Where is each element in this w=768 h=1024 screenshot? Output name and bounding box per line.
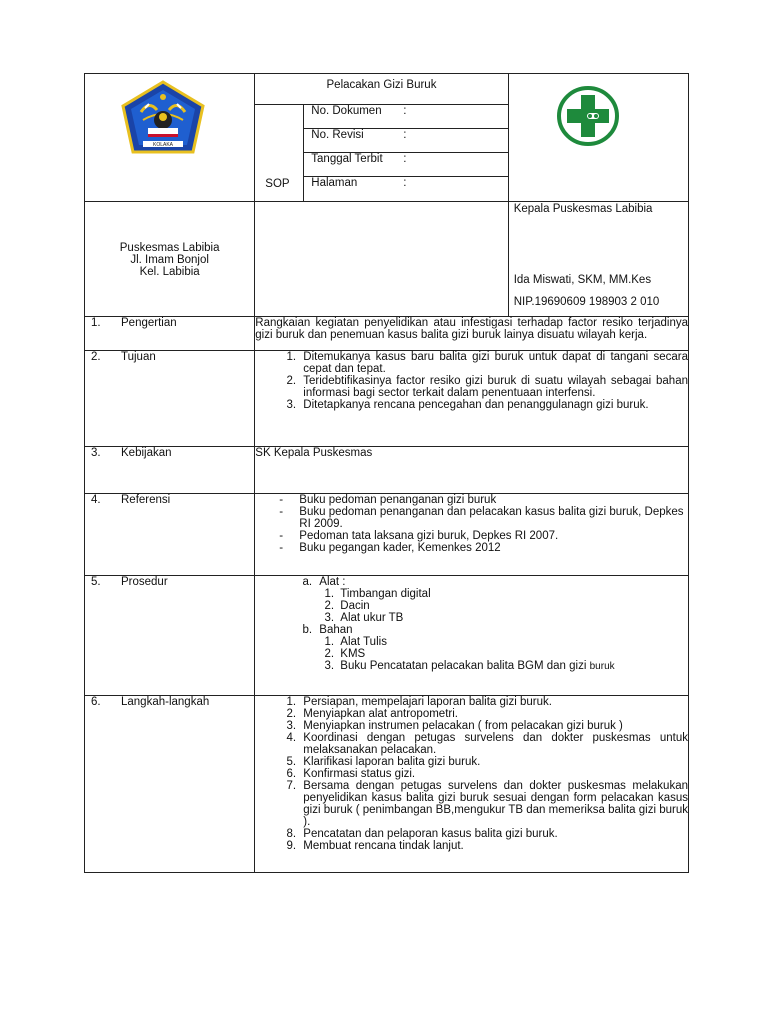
tujuan-list (255, 351, 688, 411)
list-item: b. Bahan 1. Alat Tulis 2. KMS 3. Buku Pencatatan pelacakan balita BGM dan gizi buruk (315, 624, 688, 673)
puskesmas-logo-cell (508, 74, 688, 202)
section-label-langkah: 6. Langkah-langkah (85, 696, 255, 873)
organization-cell (85, 202, 255, 317)
prosedur-list (255, 576, 688, 673)
kolaka-shield-icon (121, 80, 205, 154)
section-label-pengertian: 1. Pengertian (85, 317, 255, 351)
section-kebijakan (85, 447, 689, 494)
alat-list (319, 588, 688, 624)
signatory-title: Kepala Puskesmas Labibia (513, 203, 653, 215)
document-title: Pelacakan Gizi Buruk (326, 79, 437, 91)
signatory-cell (508, 202, 688, 317)
blank-cell (255, 202, 508, 317)
kebijakan-text: SK Kepala Puskesmas (255, 447, 689, 494)
organization-info (85, 242, 254, 278)
shield-banner-text: KOLAKA (152, 142, 174, 148)
sop-document (84, 73, 689, 876)
list-item: 4. Koordinasi dengan petugas survelens dan dokter puskesmas untuk melaksanakan pelacakan. (299, 732, 688, 756)
langkah-list (255, 696, 688, 852)
list-item: - Buku pegangan kader, Kemenkes 2012 (279, 542, 688, 554)
list-item: 2. Teridebtifikasinya factor resiko gizi buruk di suatu wilayah sebagai bahan informasi bagi sector terkait dalam penentuaan interfensi. (299, 375, 688, 399)
document-meta (303, 104, 507, 201)
list-item: 3. Menyiapkan instrumen pelacakan ( from pelacakan gizi buruk ) (299, 720, 688, 732)
list-item: 1. Timbangan digital (337, 588, 688, 600)
list-item: 3. Ditetapkanya rencana pencegahan dan penanggulanagn gizi buruk. (299, 399, 688, 411)
list-item: - Buku pedoman penanganan gizi buruk (279, 494, 688, 506)
list-item: 7. Bersama dengan petugas survelens dan dokter puskesmas melakukan penyelidikan kasus balita gizi buruk sesuai dengan form pelacakan kasus gizi buruk ( penimbangan BB,mengukur TB dan memeriksa balita gizi buruk ). (299, 780, 688, 828)
list-item: 5. Klarifikasi laporan balita gizi buruk. (299, 756, 688, 768)
list-item: 2. Dacin (337, 600, 688, 612)
section-label-kebijakan: 3. Kebijakan (85, 447, 255, 494)
langkah-content (255, 696, 689, 873)
meta-row-no-revisi: No. Revisi : (303, 128, 507, 153)
section-label-tujuan: 2. Tujuan (85, 351, 255, 447)
tujuan-content (255, 351, 689, 447)
signatory-name: Ida Miswati, SKM, MM.Kes (513, 274, 652, 286)
sop-table (84, 73, 689, 873)
list-item: 1. Persiapan, mempelajari laporan balita gizi buruk. (299, 696, 688, 708)
list-item: - Buku pedoman penanganan dan pelacakan kasus balita gizi buruk, Depkes RI 2009. (279, 506, 688, 530)
puskesmas-cross-icon (557, 86, 619, 146)
prosedur-content (255, 576, 689, 696)
section-referensi (85, 494, 689, 576)
section-pengertian (85, 317, 689, 351)
pengertian-text: Rangkaian kegiatan penyelidikan atau infestigasi terhadap factor resiko terjadinya gizi buruk dan penemuan kasus balita gizi buruk lainya disuatu wilayah kerja. (255, 317, 689, 351)
referensi-content (255, 494, 689, 576)
regional-logo-cell (85, 74, 255, 202)
bahan-list (319, 636, 688, 673)
section-tujuan (85, 351, 689, 447)
list-item: 3. Buku Pencatatan pelacakan balita BGM dan gizi buruk (337, 660, 688, 673)
list-item: - Pedoman tata laksana gizi buruk, Depkes RI 2007. (279, 530, 688, 542)
section-label-prosedur: 5. Prosedur (85, 576, 255, 696)
sop-label: SOP (265, 178, 290, 190)
meta-row-tanggal-terbit: Tanggal Terbit : (303, 152, 507, 177)
list-item: 2. KMS (337, 648, 688, 660)
organization-kelurahan: Kel. Labibia (139, 266, 200, 278)
list-item: 2. Menyiapkan alat antropometri. (299, 708, 688, 720)
list-item: 9. Membuat rencana tindak lanjut. (299, 840, 688, 852)
section-label-referensi: 4. Referensi (85, 494, 255, 576)
referensi-list (255, 494, 688, 554)
list-item: 1. Ditemukanya kasus baru balita gizi buruk untuk dapat di tangani secara cepat dan tepat. (299, 351, 688, 375)
document-title-block (255, 74, 508, 202)
meta-row-halaman: Halaman : (311, 177, 407, 189)
list-item: 8. Pencatatan dan pelaporan kasus balita gizi buruk. (299, 828, 688, 840)
sop-column (255, 104, 304, 201)
list-item: a. Alat : 1. Timbangan digital 2. Dacin 3. Alat ukur TB (315, 576, 688, 624)
organization-address: Jl. Imam Bonjol (130, 254, 209, 266)
signatory-nip: NIP.19690609 198903 2 010 (513, 296, 660, 308)
section-prosedur (85, 576, 689, 696)
meta-row-no-dokumen: No. Dokumen : (303, 104, 507, 129)
section-langkah (85, 696, 689, 873)
list-item: 3. Alat ukur TB (337, 612, 688, 624)
list-item: 1. Alat Tulis (337, 636, 688, 648)
list-item: 6. Konfirmasi status gizi. (299, 768, 688, 780)
organization-name: Puskesmas Labibia (119, 242, 220, 254)
